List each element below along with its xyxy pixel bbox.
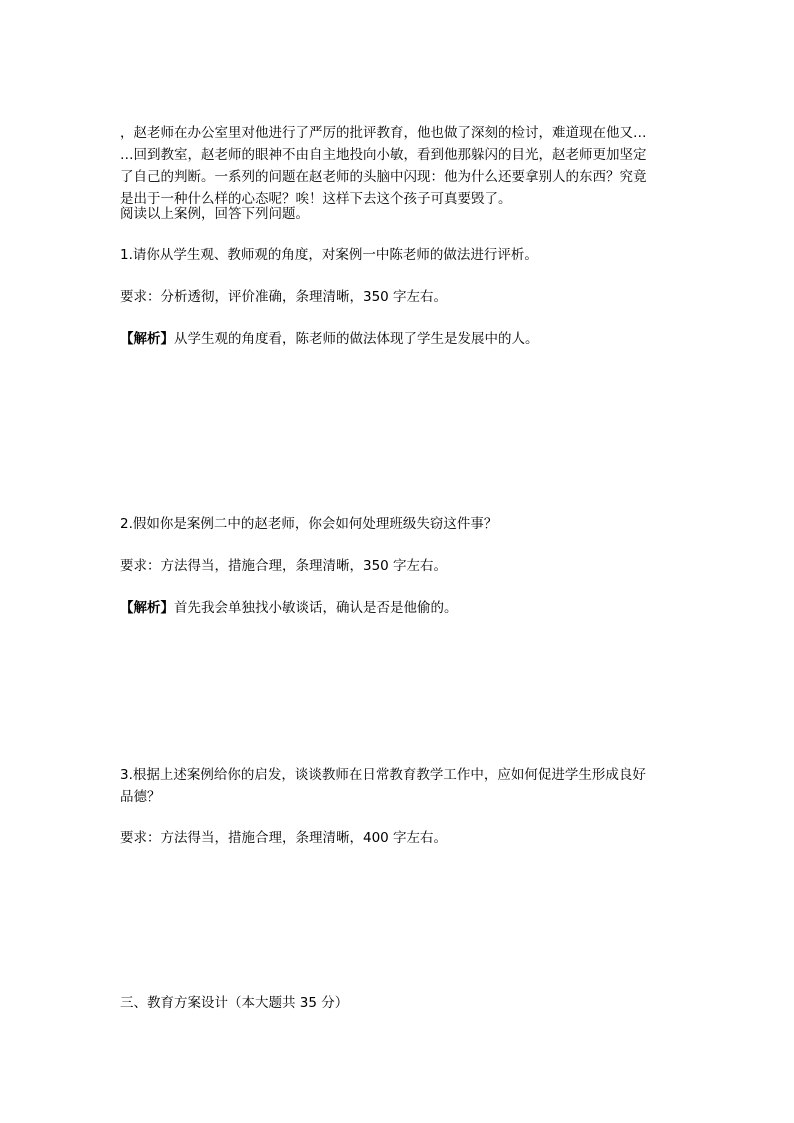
case-text-line-4: 是出于一种什么样的心态呢？唉！这样下去这个孩子可真要毁了。 <box>120 191 512 207</box>
case-text-line-1: ，赵老师在办公室里对他进行了严厉的批评教育，他也做了深刻的检讨，难道现在他又… <box>120 125 647 141</box>
question-1-analysis <box>120 328 680 350</box>
question-3-prompt-line-2: 品德？ <box>120 789 161 805</box>
instruction-text: 阅读以上案例，回答下列问题。 <box>120 206 309 222</box>
section-heading: 三、教育方案设计（本大题共 35 分） <box>120 995 349 1011</box>
question-2-prompt: 2.假如你是案例二中的赵老师，你会如何处理班级失窃这件事？ <box>120 516 498 532</box>
question-3-requirement: 要求：方法得当，措施合理，条理清晰，400 字左右。 <box>120 830 448 846</box>
case-text-line-3: 了自己的判断。一系列的问题在赵老师的头脑中闪现：他为什么还要拿别人的东西？究竟 <box>120 169 647 185</box>
analysis-label: 【解析】 <box>120 331 174 347</box>
case-text-line-2: …回到教室，赵老师的眼神不由自主地投向小敏，看到他那躲闪的目光，赵老师更加坚定 <box>120 147 647 163</box>
analysis-text: 从学生观的角度看，陈老师的做法体现了学生是发展中的人。 <box>174 331 539 347</box>
question-1-requirement: 要求：分析透彻，评价准确，条理清晰，350 字左右。 <box>120 289 448 305</box>
question-2-analysis <box>120 597 680 619</box>
question-1-prompt: 1.请你从学生观、教师观的角度，对案例一中陈老师的做法进行评析。 <box>120 247 538 263</box>
analysis-text: 首先我会单独找小敏谈话，确认是否是他偷的。 <box>174 600 458 616</box>
question-3-prompt-line-1: 3.根据上述案例给你的启发，谈谈教师在日常教育教学工作中，应如何促进学生形成良好 <box>120 767 646 783</box>
question-2-requirement: 要求：方法得当，措施合理，条理清晰，350 字左右。 <box>120 558 448 574</box>
analysis-label: 【解析】 <box>120 600 174 616</box>
